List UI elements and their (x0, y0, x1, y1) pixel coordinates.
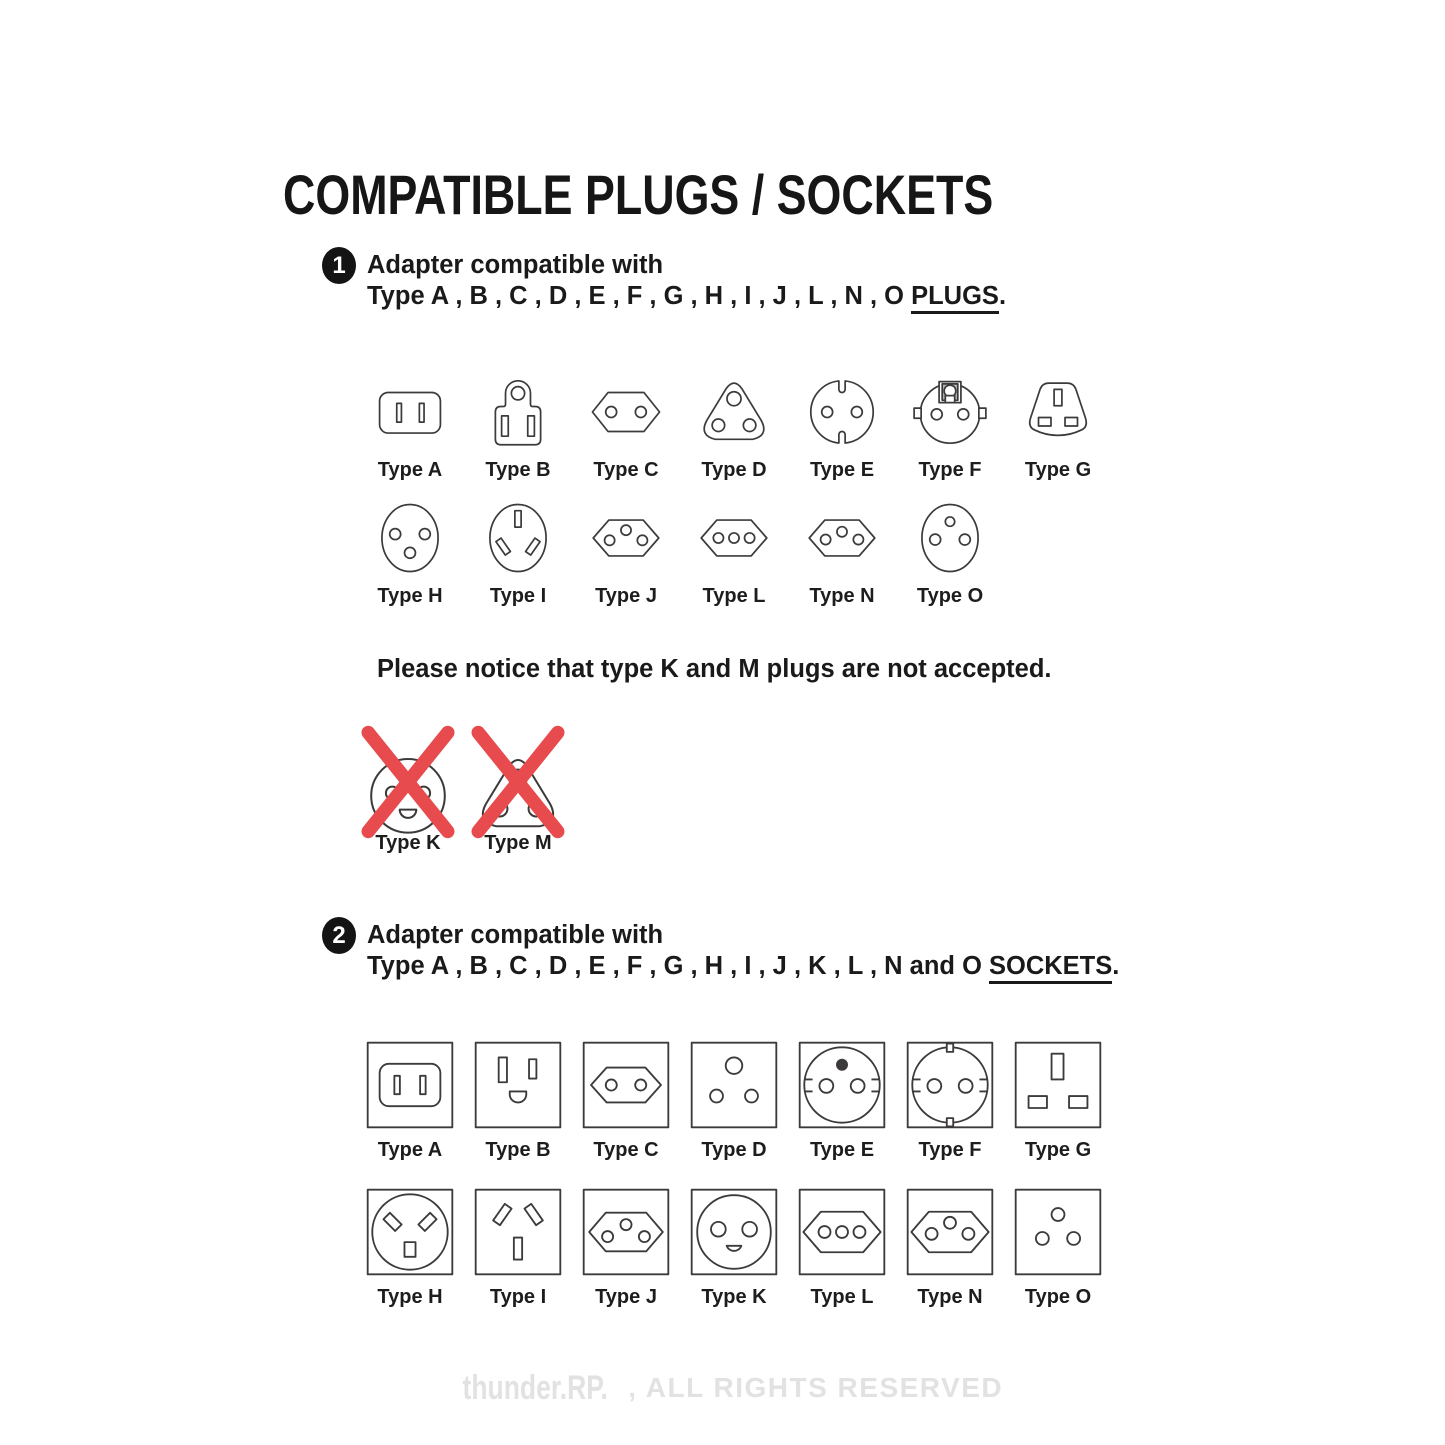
footer-copyright (0, 1369, 1445, 1408)
section-2-heading (322, 917, 1119, 982)
socket-type-label: Type A (377, 1139, 443, 1161)
page-title: COMPATIBLE PLUGS / SOCKETS (283, 162, 994, 226)
plug-i-icon (479, 499, 557, 577)
socket-type-label: Type C (593, 1139, 659, 1161)
socket-type-label: Type J (595, 1286, 657, 1308)
plug-f-icon (911, 373, 989, 451)
socket-cell (788, 1039, 896, 1162)
plug-o-icon (911, 499, 989, 577)
plug-cell (356, 373, 464, 482)
plug-type-label: Type N (809, 585, 875, 607)
socket-type-label: Type E (809, 1139, 875, 1161)
plug-e-icon (803, 373, 881, 451)
plug-grid-row-1 (356, 373, 1112, 482)
socket-cell (464, 1186, 572, 1309)
plug-type-label: Type F (918, 459, 982, 481)
section-2-heading-line2 (367, 951, 1119, 982)
plug-type-label: Type K (375, 832, 441, 854)
plug-g-icon (1019, 373, 1097, 451)
socket-c-icon (580, 1039, 672, 1131)
socket-cell (464, 1039, 572, 1162)
plug-type-label: Type D (701, 459, 767, 481)
socket-f-icon (904, 1039, 996, 1131)
socket-cell (356, 1039, 464, 1162)
section-2-type-list: Type A , B , C , D , E , F , G , H , I , J , K , L , N and O (367, 952, 989, 980)
not-accepted-cell (463, 720, 573, 855)
plug-cell (572, 373, 680, 482)
plug-cell (680, 373, 788, 482)
section-1-type-list: Type A , B , C , D , E , F , G , H , I , J , L , N , O (367, 282, 912, 310)
plug-type-label: Type I (489, 585, 547, 607)
section-1-heading (322, 247, 1006, 312)
socket-type-label: Type F (918, 1139, 982, 1161)
socket-k-icon (688, 1186, 780, 1278)
socket-cell (896, 1186, 1004, 1309)
plug-type-label: Type A (377, 459, 443, 481)
socket-cell (356, 1186, 464, 1309)
socket-type-label: Type L (810, 1286, 874, 1308)
socket-h-icon (364, 1186, 456, 1278)
socket-cell (680, 1039, 788, 1162)
not-accepted-notice: Please notice that type K and M plugs are not accepted. (377, 655, 1052, 683)
plug-cell (464, 499, 572, 608)
not-accepted-cell (353, 720, 463, 855)
plug-h-icon (371, 499, 449, 577)
socket-type-label: Type I (489, 1286, 547, 1308)
socket-type-label: Type K (701, 1286, 767, 1308)
plug-type-label: Type H (377, 585, 443, 607)
plug-cell (788, 499, 896, 608)
socket-grid-row-1 (356, 1039, 1112, 1162)
plug-type-label: Type L (702, 585, 766, 607)
plug-n-icon (803, 499, 881, 577)
plug-cell (680, 499, 788, 608)
section-2-number-badge: 2 (322, 917, 356, 954)
socket-e-icon (796, 1039, 888, 1131)
plug-cell (896, 499, 1004, 608)
socket-n-icon (904, 1186, 996, 1278)
socket-cell (680, 1186, 788, 1309)
socket-cell (572, 1186, 680, 1309)
plug-b-icon (479, 373, 557, 451)
plug-l-icon (695, 499, 773, 577)
red-cross-icon (356, 720, 460, 844)
section-1-heading-text (367, 247, 1006, 312)
plug-grid-row-2 (356, 499, 1112, 608)
plug-type-label: Type B (485, 459, 551, 481)
plug-cell (788, 373, 896, 482)
section-1-underlined-word: PLUGS (911, 282, 999, 314)
socket-l-icon (796, 1186, 888, 1278)
socket-cell (1004, 1186, 1112, 1309)
plug-type-label: Type G (1024, 459, 1092, 481)
footer-rights-text: , ALL RIGHTS RESERVED (628, 1372, 1004, 1403)
section-1-number-badge: 1 (322, 247, 356, 284)
section-2-period: . (1112, 952, 1120, 980)
plug-c-icon (587, 373, 665, 451)
socket-cell (788, 1186, 896, 1309)
plug-cell (896, 373, 1004, 482)
plug-d-icon (695, 373, 773, 451)
section-1-period: . (998, 282, 1007, 310)
plug-type-label: Type M (484, 832, 552, 854)
socket-j-icon (580, 1186, 672, 1278)
socket-cell (1004, 1039, 1112, 1162)
socket-d-icon (688, 1039, 780, 1131)
plug-cell (356, 499, 464, 608)
socket-type-label: Type D (701, 1139, 767, 1161)
socket-type-label: Type H (377, 1286, 443, 1308)
socket-grid-row-2 (356, 1186, 1112, 1309)
plug-cell (1004, 373, 1112, 482)
plug-j-icon (587, 499, 665, 577)
plug-type-label: Type O (916, 585, 984, 607)
socket-g-icon (1012, 1039, 1104, 1131)
socket-type-label: Type G (1024, 1139, 1092, 1161)
socket-i-icon (472, 1186, 564, 1278)
section-2-heading-line1: Adapter compatible with (367, 921, 664, 949)
socket-o-icon (1012, 1186, 1104, 1278)
red-cross-icon (466, 720, 570, 844)
not-accepted-row (353, 720, 573, 855)
section-1-heading-line1: Adapter compatible with (367, 251, 664, 279)
footer-brand: thunder.RP. (462, 1369, 608, 1407)
socket-cell (896, 1039, 1004, 1162)
plug-type-label: Type E (809, 459, 875, 481)
socket-type-label: Type N (917, 1286, 983, 1308)
section-2-heading-text (367, 917, 1119, 982)
section-1-heading-line2 (367, 281, 1006, 312)
socket-b-icon (472, 1039, 564, 1131)
socket-type-label: Type B (485, 1139, 551, 1161)
socket-cell (572, 1039, 680, 1162)
plug-a-icon (371, 373, 449, 451)
plug-type-label: Type J (595, 585, 657, 607)
socket-type-label: Type O (1024, 1286, 1092, 1308)
plug-type-label: Type C (593, 459, 659, 481)
plug-cell (572, 499, 680, 608)
plug-cell (464, 373, 572, 482)
socket-a-icon (364, 1039, 456, 1131)
section-2-underlined-word: SOCKETS (989, 952, 1112, 984)
